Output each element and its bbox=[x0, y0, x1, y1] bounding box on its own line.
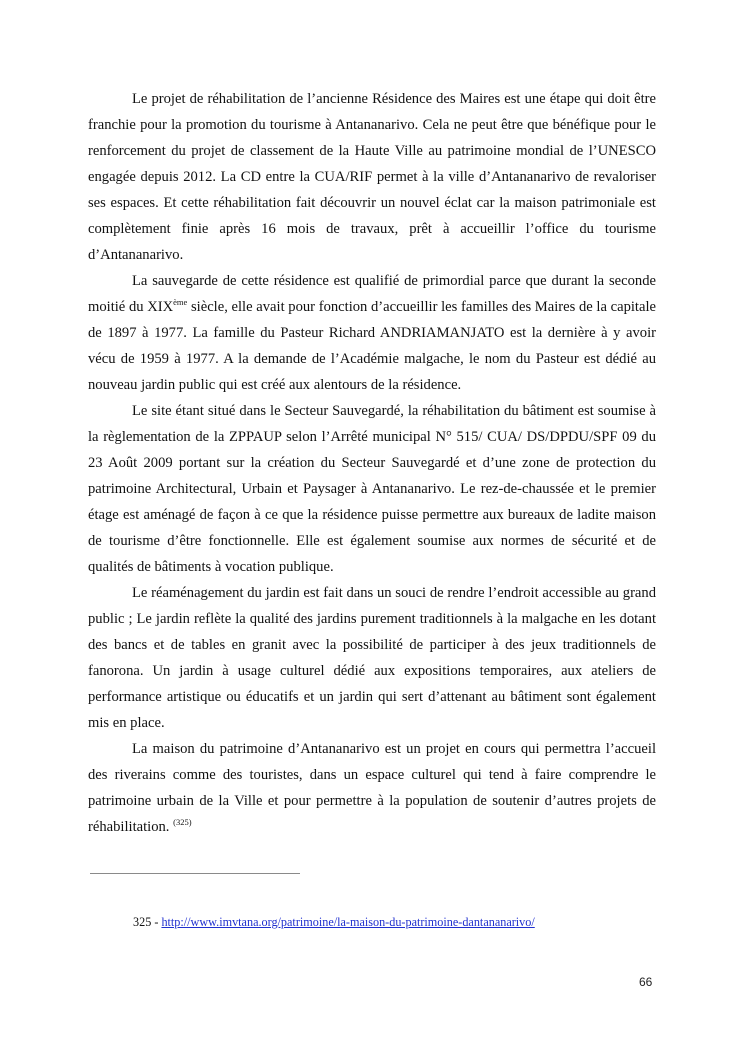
paragraph-2-text-after: siècle, elle avait pour fonction d’accueillir les familles des Maires de la capitale de 1897 à 1977. La famille du Pasteur Richard ANDRIAMANJATO est la dernière à y avoir vécu de 1959 à 1977. A la demande de l’Académie malgache, le nom du Pasteur est dédié au nouveau jardin public qui est créé aux alentours de la résidence. bbox=[88, 299, 656, 393]
footnote-link[interactable]: http://www.imvtana.org/patrimoine/la-maison-du-patrimoine-dantananarivo/ bbox=[161, 915, 535, 929]
paragraph-2-text-before: La sauvegarde de cette résidence est qualifié de primordial parce que durant la seconde moitié du XIX bbox=[88, 273, 656, 315]
paragraph-3-text: Le site étant situé dans le Secteur Sauvegardé, la réhabilitation du bâtiment est soumise à la règlementation de la ZPPAUP selon l’Arrêté municipal N° 515/ CUA/ DS/DPDU/SPF 09 du 23 Août 2009 portant sur la création du Secteur Sauvegardé et d’une zone de protection du patrimoine Architectural, Urbain et Paysager à Antananarivo. Le rez-de-chaussée et le premier étage est aménagé de façon à ce que la résidence puisse permettre aux bureaux de ladite maison de tourisme d’être fonctionnelle. Elle est également soumise aux normes de sécurité et de qualités de bâtiments à vocation publique. bbox=[88, 403, 656, 575]
paragraph-5-text: La maison du patrimoine d’Antananarivo est un projet en cours qui permettra l’accueil des riverains comme des touristes, dans un espace culturel qui tend à faire comprendre le patrimoine urbain de la Ville et pour permettre à la population de soutenir d’autres projets de réhabilitation. bbox=[88, 741, 656, 835]
footnote-separator bbox=[90, 873, 300, 874]
paragraph-1-text: Le projet de réhabilitation de l’ancienne Résidence des Maires est une étape qui doit être franchie pour la promotion du tourisme à Antananarivo. Cela ne peut être que bénéfique pour le renforcement du projet de classement de la Haute Ville au patrimoine mondial de l’UNESCO engagée depuis 2012. La CD entre la CUA/RIF permet à la ville d’Antananarivo de revaloriser ses espaces. Et cette réhabilitation fait découvrir un nouvel éclat car la maison patrimoniale est complètement finie après 16 mois de travaux, prêt à accueillir l’office du tourisme d’Antananarivo. bbox=[88, 91, 656, 263]
paragraph-regulation bbox=[88, 398, 656, 580]
paragraph-heritage-house bbox=[88, 736, 656, 840]
paragraph-residence-history bbox=[88, 268, 656, 398]
footnote bbox=[133, 914, 535, 930]
page-number: 66 bbox=[639, 975, 653, 989]
body-text bbox=[88, 86, 656, 840]
paragraph-4-text: Le réaménagement du jardin est fait dans un souci de rendre l’endroit accessible au grand public ; Le jardin reflète la qualité des jardins purement traditionnels à la malgache en les dotant des bancs et de tables en granit avec la possibilité de participer à des jeux traditionnels de fanorona. Un jardin à usage culturel dédié aux expositions temporaires, aux ateliers de performance artistique ou éducatifs et un jardin qui sert d’attenant au bâtiment sont également mis en place. bbox=[88, 585, 656, 731]
paragraph-residence-rehabilitation bbox=[88, 86, 656, 268]
footnote-label: 325 - bbox=[133, 915, 162, 929]
paragraph-garden bbox=[88, 580, 656, 736]
footnote-reference[interactable]: (325) bbox=[173, 817, 192, 827]
century-superscript: ème bbox=[173, 297, 188, 307]
